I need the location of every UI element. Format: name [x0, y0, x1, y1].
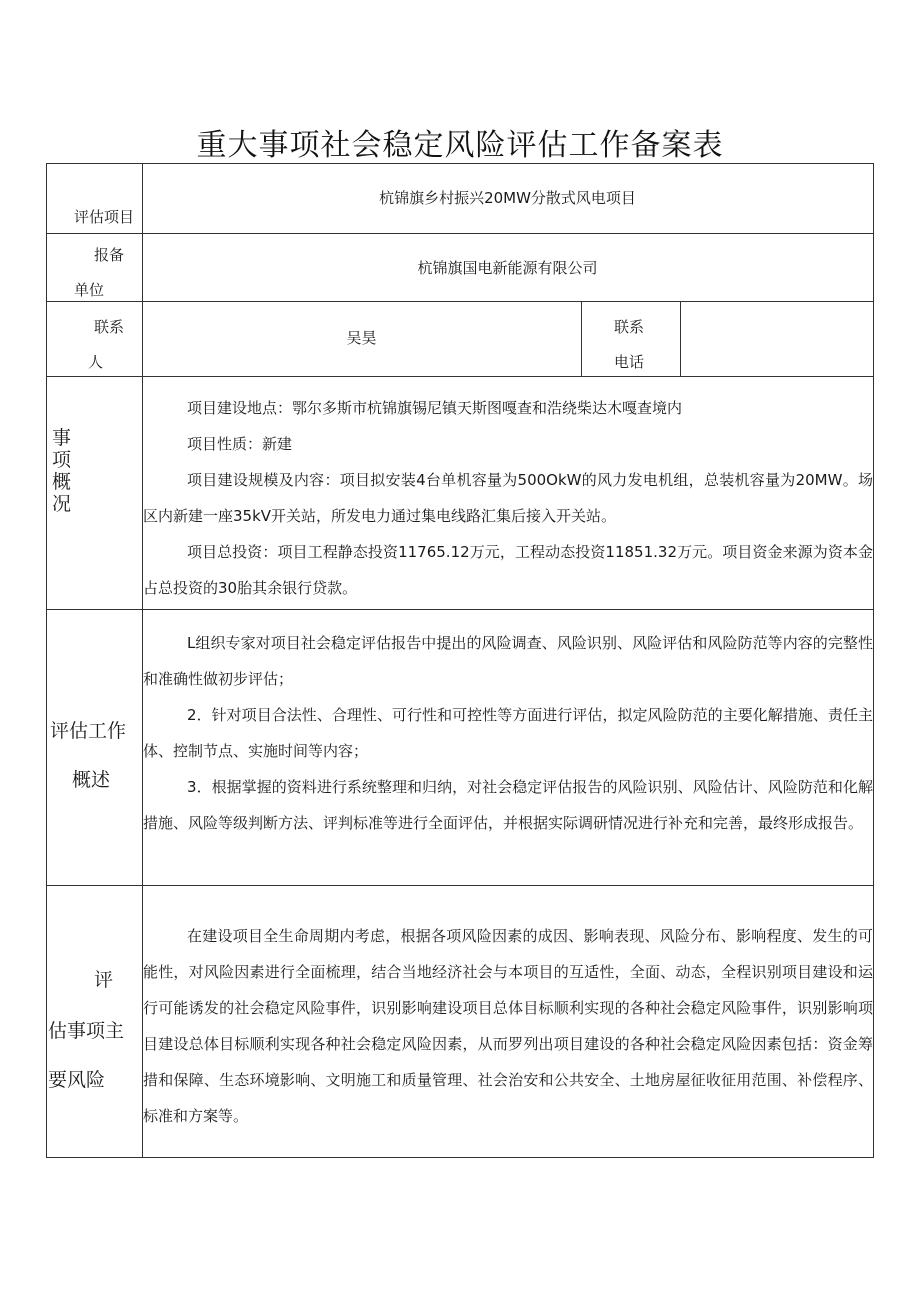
summary-investment: 项目总投资：项目工程静态投资11765.12万元，工程动态投资11851.32万元。项目资金来源为资本金占总投资的30胎其余银行贷款。	[143, 543, 873, 597]
risk-label-line3: 要风险	[48, 1069, 106, 1091]
table-row-divider	[46, 885, 874, 886]
contact-column-divider	[581, 301, 582, 377]
risk-content	[143, 918, 873, 1134]
risk-text: 在建设项目全生命周期内考虑，根据各项风险因素的成因、影响表现、风险分布、影响程度、发生的可能性，对风险因素进行全面梳理，结合当地经济社会与本项目的互适性，全面、动态，全程识别项目建设和运行可能诱发的社会稳定风险事件，识别影响建设项目总体目标顺利实现的各种社会稳定风险事件，识别影响项目建设总体目标顺利实现各种社会稳定风险因素，从而罗列出项目建设的各种社会稳定风险因素包括：资金筹措和保障、生态环境影响、文明施工和质量管理、社会治安和公共安全、土地房屋征收征用范围、补偿程序、标准和方案等。	[143, 927, 873, 1125]
table-row-divider	[46, 609, 874, 610]
table-border-left	[46, 163, 47, 1158]
filer-label-line1: 报备	[94, 246, 125, 264]
phone-label-line2: 电话	[614, 353, 645, 371]
summary-content	[143, 390, 873, 606]
risk-label-line1: 评	[94, 969, 114, 991]
table-row-divider	[46, 301, 874, 302]
work-item: 2．针对项目合法性、合理性、可行性和可控性等方面进行评估，拟定风险防范的主要化解措施、责任主体、控制节点、实施时间等内容；	[143, 706, 873, 760]
work-item: L组织专家对项目社会稳定评估报告中提出的风险调查、风险识别、风险评估和风险防范等内容的完整性和准确性做初步评估；	[143, 634, 873, 688]
contact-column-divider	[680, 301, 681, 377]
summary-location: 项目建设地点：鄂尔多斯市杭锦旗锡尼镇天斯图嘎查和浩绕柴达木嘎查境内	[187, 399, 683, 417]
phone-label-line1: 联系	[614, 318, 645, 336]
summary-label-char: 概	[52, 471, 72, 493]
table-row-divider	[46, 233, 874, 234]
filer-label-line2: 单位	[74, 281, 105, 299]
table-border-top	[46, 163, 874, 164]
filer-value: 杭锦旗国电新能源有限公司	[417, 259, 598, 277]
risk-label-line2: 估事项主	[48, 1020, 125, 1042]
project-value: 杭锦旗乡村振兴20MW分散式风电项目	[379, 189, 636, 207]
contact-label-line1: 联系	[94, 318, 125, 336]
project-label: 评估项目	[74, 208, 135, 226]
work-item: 3．根据掌握的资料进行系统整理和归纳，对社会稳定评估报告的风险识别、风险估计、风险防范和化解措施、风险等级判断方法、评判标准等进行全面评估，并根据实际调研情况进行补充和完善，最终形成报告。	[143, 778, 873, 832]
summary-scale: 项目建设规模及内容：项目拟安装4台单机容量为500OkW的风力发电机组，总装机容量为20MW。场区内新建一座35kV开关站，所发电力通过集电线路汇集后接入开关站。	[143, 471, 873, 525]
summary-label-char: 事	[52, 427, 72, 449]
table-border-bottom	[46, 1157, 874, 1158]
work-label-line1: 评估工作	[50, 720, 127, 742]
page-title: 重大事项社会稳定风险评估工作备案表	[196, 128, 724, 163]
table-row-divider	[46, 376, 874, 377]
summary-label-char: 况	[52, 493, 72, 515]
work-label-line2: 概述	[72, 769, 111, 791]
table-border-right	[873, 163, 874, 1158]
contact-label-line2: 人	[88, 353, 104, 371]
contact-value: 吴昊	[346, 329, 377, 347]
summary-nature: 项目性质：新建	[187, 435, 293, 453]
summary-label-char: 项	[52, 449, 72, 471]
work-content	[143, 625, 873, 841]
